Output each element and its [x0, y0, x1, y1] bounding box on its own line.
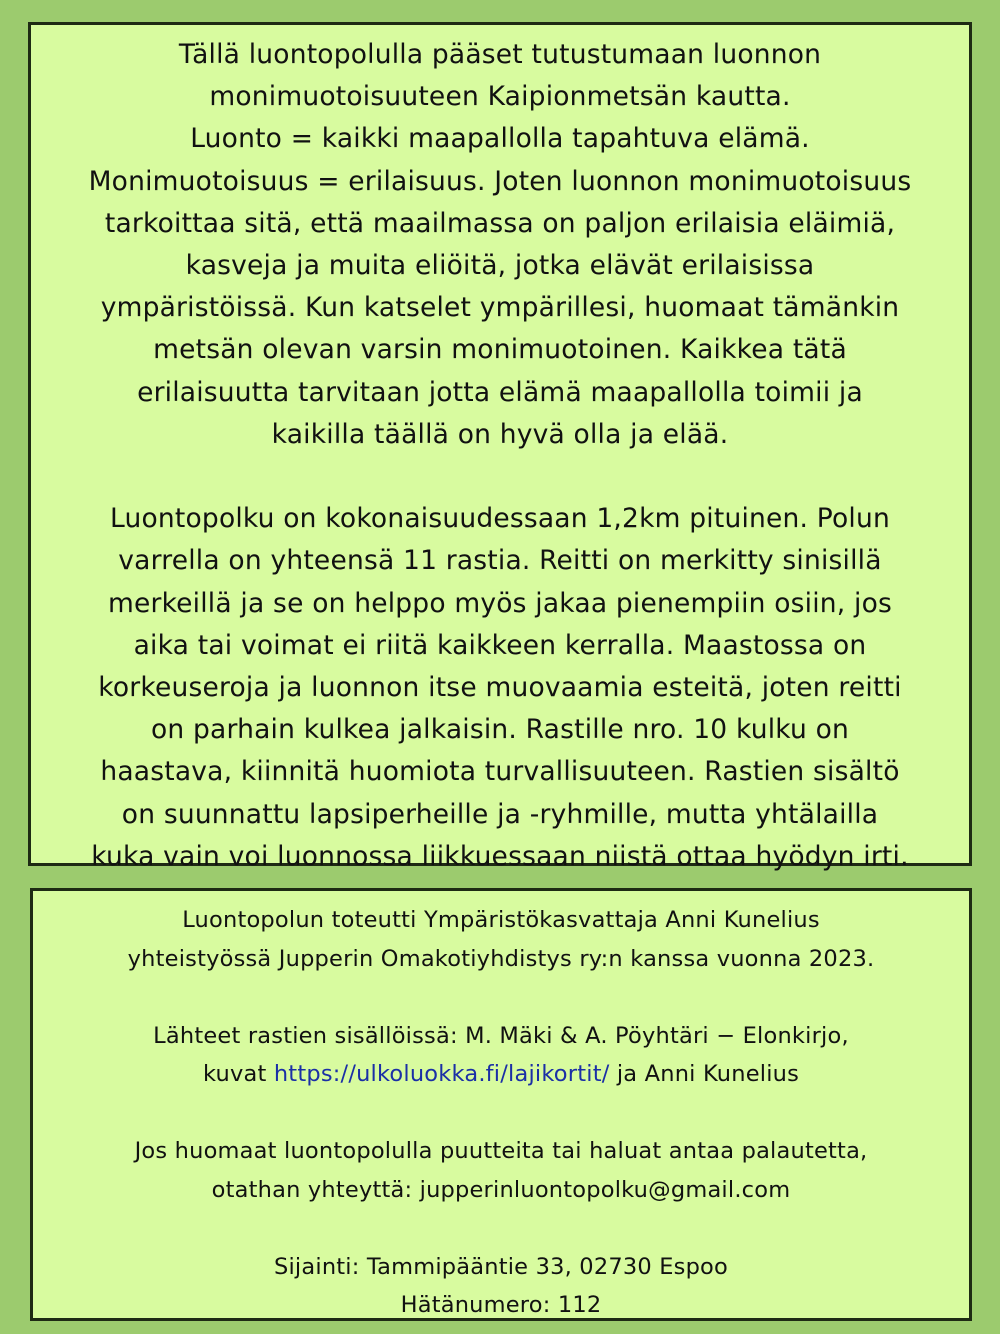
intro-line: kasveja ja muita eliöitä, jotka elävät erilaisissa [185, 250, 815, 282]
intro-line: kaikilla täällä on hyvä olla ja elää. [271, 418, 729, 450]
route-line: korkeuseroja ja luonnon itse muovaamia esteitä, joten reitti [98, 672, 902, 704]
sources-prefix: kuvat [202, 1061, 274, 1087]
feedback-block [33, 1132, 969, 1209]
sources-line: Lähteet rastien sisällöissä: M. Mäki & A. Pöyhtäri − Elonkirjo, [153, 1022, 849, 1049]
sources-suffix: ja Anni Kunelius [609, 1061, 800, 1087]
intro-line: Monimuotoisuus = erilaisuus. Joten luonnon monimuotoisuus [88, 165, 912, 197]
location-address: Sijainti: Tammipääntie 33, 02730 Espoo [274, 1253, 728, 1280]
block-spacer [33, 1094, 969, 1133]
credits-line: yhteistyössä Jupperin Omakotiyhdistys ry:n kanssa vuonna 2023. [127, 945, 875, 972]
credits-line: Luontopolun toteutti Ympäristökasvattaja Anni Kunelius [182, 907, 820, 933]
route-line: merkeillä ja se on helppo myös jakaa pienempiin osiin, jos [107, 587, 893, 619]
feedback-line: Jos huomaat luontopolulla puutteita tai haluat antaa palautetta, [134, 1138, 868, 1164]
location-block [33, 1248, 969, 1325]
route-line: haastava, kiinnitä huomiota turvallisuuteen. Rastien sisältö [100, 756, 900, 788]
intro-paragraph [31, 34, 969, 456]
emergency-number: Hätänumero: 112 [400, 1292, 602, 1318]
block-spacer [33, 1209, 969, 1248]
intro-line: ympäristöissä. Kun katselet ympärillesi, huomaat tämänkin [100, 292, 900, 324]
sources-block [33, 1017, 969, 1094]
block-spacer [33, 978, 969, 1017]
credits-block [33, 901, 969, 978]
intro-line: tarkoittaa sitä, että maailmassa on paljon erilaisia eläimiä, [104, 207, 896, 239]
route-paragraph [31, 498, 969, 878]
lajikortit-link[interactable]: https://ulkoluokka.fi/lajikortit/ [273, 1061, 610, 1087]
route-line: aika tai voimat ei riitä kaikkeen kerralla. Maastossa on [133, 629, 867, 661]
route-line: on suunnattu lapsiperheille ja -ryhmille, mutta yhtälailla [121, 798, 879, 830]
contact-email-line: otathan yhteyttä: jupperinluontopolku@gmail.com [211, 1176, 791, 1203]
paragraph-spacer [31, 456, 969, 498]
intro-line: Tällä luontopolulla pääset tutustumaan luonnon [178, 39, 822, 70]
sources-line-with-link [33, 1055, 969, 1094]
intro-line: metsän olevan varsin monimuotoinen. Kaikkea tätä [153, 334, 847, 366]
intro-line: monimuotoisuuteen Kaipionmetsän kautta. [209, 81, 791, 113]
route-line: varrella on yhteensä 11 rastia. Reitti on merkitty sinisillä [118, 545, 882, 577]
intro-panel [28, 22, 972, 872]
route-line: on parhain kulkea jalkaisin. Rastille nro. 10 kulku on [150, 714, 850, 746]
route-line: kuka vain voi luonnossa liikkuessaan niistä ottaa hyödyn irti. [91, 840, 909, 872]
intro-line: Luonto = kaikki maapallolla tapahtuva elämä. [190, 123, 810, 155]
route-line: Luontopolku on kokonaisuudessaan 1,2km pituinen. Polun [110, 503, 890, 535]
info-panel [30, 888, 972, 1321]
intro-line: erilaisuutta tarvitaan jotta elämä maapallolla toimii ja [137, 376, 863, 408]
